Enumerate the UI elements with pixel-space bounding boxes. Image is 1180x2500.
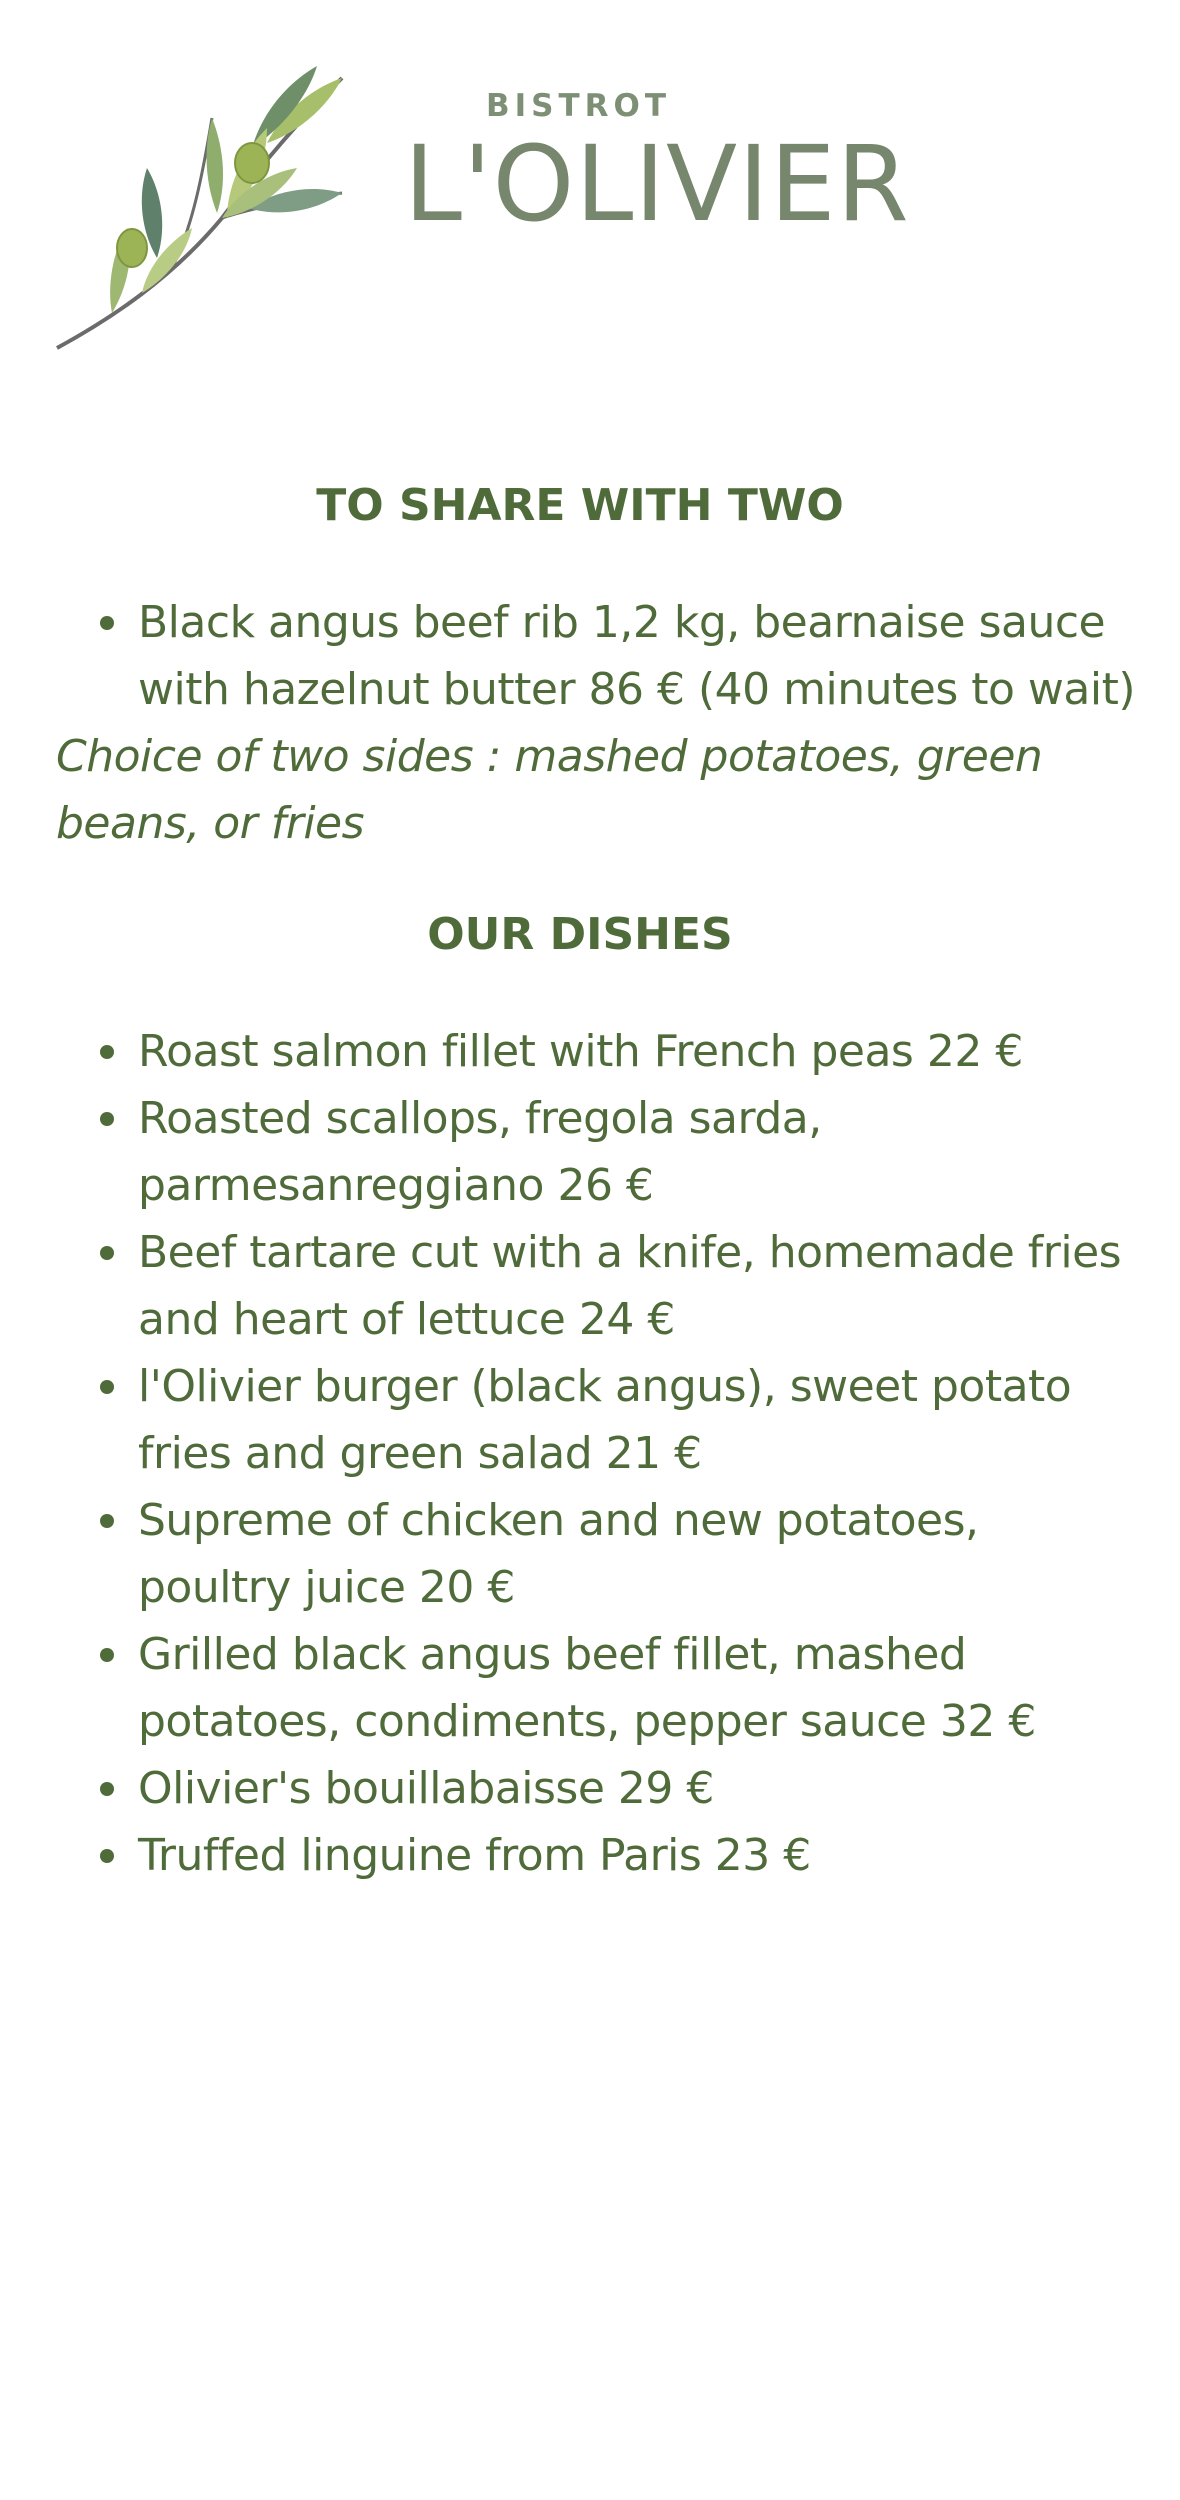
logo-small-text: BISTROT bbox=[486, 88, 672, 124]
list-item-text: Black angus beef rib 1,2 kg, bearnaise sauce with hazelnut butter 86 € (40 minutes to wait) bbox=[138, 597, 1135, 715]
bullet-icon bbox=[100, 616, 114, 630]
list-item-text: Beef tartare cut with a knife, homemade fries and heart of lettuce 24 € bbox=[138, 1227, 1122, 1345]
list-item-text: Roasted scallops, fregola sarda, parmesanreggiano 26 € bbox=[138, 1093, 822, 1211]
list-item bbox=[138, 1353, 1136, 1487]
bullet-icon bbox=[100, 1246, 114, 1260]
list-item bbox=[138, 1085, 1136, 1219]
list-item-text: Roast salmon fillet with French peas 22 € bbox=[138, 1026, 1023, 1077]
bullet-icon bbox=[100, 1514, 114, 1528]
list-item bbox=[138, 1487, 1136, 1621]
list-item-text: l'Olivier burger (black angus), sweet potato fries and green salad 21 € bbox=[138, 1361, 1072, 1479]
share-list bbox=[56, 589, 1136, 723]
header bbox=[0, 0, 1180, 380]
bullet-icon bbox=[100, 1849, 114, 1863]
list-item-text: Grilled black angus beef fillet, mashed potatoes, condiments, pepper sauce 32 € bbox=[138, 1629, 1036, 1747]
logo bbox=[404, 88, 910, 245]
olive-branch-icon bbox=[52, 58, 362, 358]
list-item bbox=[138, 1018, 1136, 1085]
list-item bbox=[138, 1755, 1136, 1822]
list-item-text: Supreme of chicken and new potatoes, poultry juice 20 € bbox=[138, 1495, 979, 1613]
logo-big-text: L'OLIVIER bbox=[404, 123, 910, 245]
bullet-icon bbox=[100, 1782, 114, 1796]
list-item bbox=[138, 589, 1136, 723]
dishes-section-title: OUR DISHES bbox=[427, 909, 733, 960]
bullet-icon bbox=[100, 1380, 114, 1394]
list-item bbox=[138, 1219, 1136, 1353]
list-item-text: Truffed linguine from Paris 23 € bbox=[138, 1830, 811, 1881]
list-item bbox=[138, 1621, 1136, 1755]
dishes-list bbox=[56, 1018, 1136, 1889]
bullet-icon bbox=[100, 1045, 114, 1059]
share-section-title: TO SHARE WITH TWO bbox=[316, 480, 844, 531]
bullet-icon bbox=[100, 1112, 114, 1126]
bullet-icon bbox=[100, 1648, 114, 1662]
list-item bbox=[138, 1822, 1136, 1889]
sides-note: Choice of two sides : mashed potatoes, green beans, or fries bbox=[56, 731, 1043, 849]
list-item-text: Olivier's bouillabaisse 29 € bbox=[138, 1763, 714, 1814]
menu-content bbox=[56, 478, 1136, 1889]
